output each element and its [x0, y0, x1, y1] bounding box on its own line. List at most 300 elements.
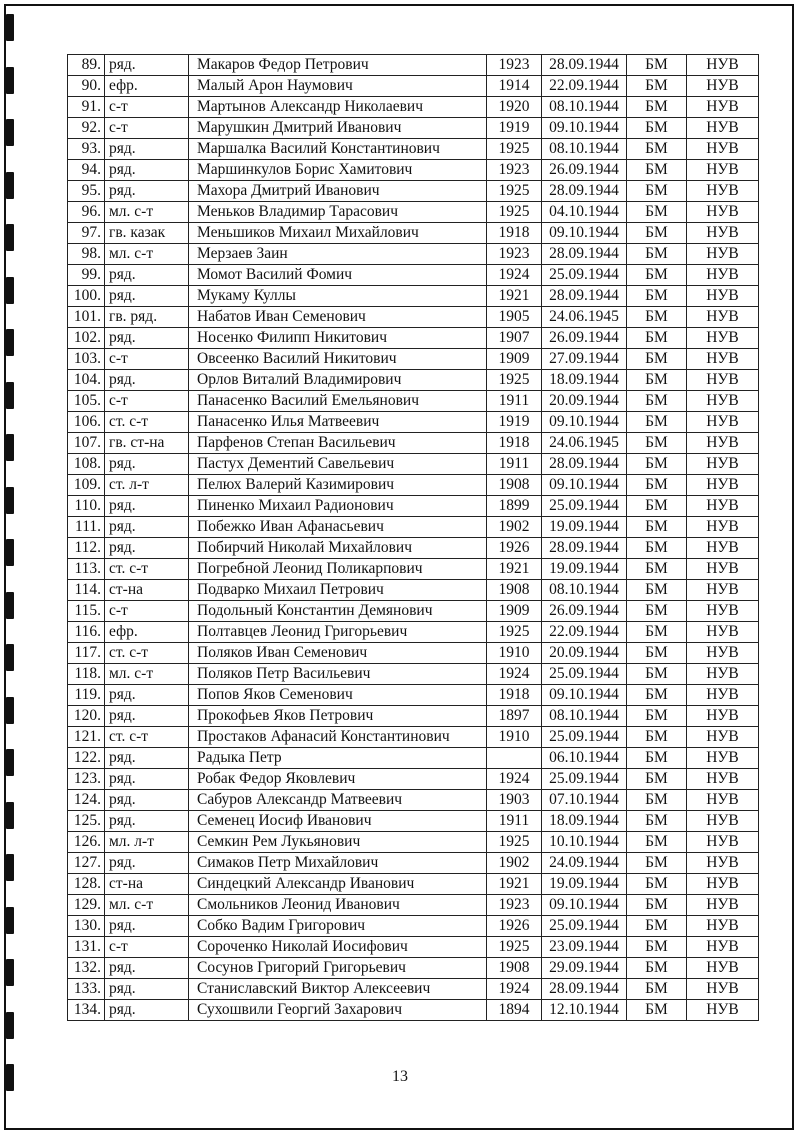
page-number: 13: [392, 1068, 408, 1085]
birth-year-cell: 1894: [487, 1000, 542, 1021]
source-cell: НУВ: [687, 307, 759, 328]
name-cell: Орлов Виталий Владимирович: [189, 370, 487, 391]
birth-year-cell: 1923: [487, 895, 542, 916]
date-cell: 28.09.1944: [542, 55, 627, 76]
table-row: [68, 244, 759, 265]
table-row: [68, 811, 759, 832]
status-cell: БМ: [627, 853, 687, 874]
name-cell: Полтавцев Леонид Григорьевич: [189, 622, 487, 643]
row-number: 118.: [68, 664, 105, 685]
rank-cell: ст-на: [105, 580, 189, 601]
rank-cell: с-т: [105, 118, 189, 139]
name-cell: Попов Яков Семенович: [189, 685, 487, 706]
status-cell: БМ: [627, 517, 687, 538]
status-cell: БМ: [627, 349, 687, 370]
source-cell: НУВ: [687, 685, 759, 706]
table-row: [68, 517, 759, 538]
birth-year-cell: 1919: [487, 412, 542, 433]
source-cell: НУВ: [687, 727, 759, 748]
birth-year-cell: 1911: [487, 811, 542, 832]
date-cell: 28.09.1944: [542, 979, 627, 1000]
source-cell: НУВ: [687, 769, 759, 790]
name-cell: Подольный Константин Демянович: [189, 601, 487, 622]
status-cell: БМ: [627, 622, 687, 643]
table-row: [68, 580, 759, 601]
table-row: [68, 601, 759, 622]
status-cell: БМ: [627, 475, 687, 496]
date-cell: 28.09.1944: [542, 181, 627, 202]
status-cell: БМ: [627, 412, 687, 433]
binding-hole: [6, 329, 14, 356]
date-cell: 09.10.1944: [542, 475, 627, 496]
table-row: [68, 55, 759, 76]
binding-hole: [6, 1012, 14, 1039]
status-cell: БМ: [627, 118, 687, 139]
date-cell: 09.10.1944: [542, 412, 627, 433]
source-cell: НУВ: [687, 433, 759, 454]
birth-year-cell: 1923: [487, 55, 542, 76]
birth-year-cell: 1909: [487, 349, 542, 370]
binding-hole: [6, 224, 14, 251]
date-cell: 09.10.1944: [542, 118, 627, 139]
row-number: 114.: [68, 580, 105, 601]
birth-year-cell: 1899: [487, 496, 542, 517]
rank-cell: ряд.: [105, 538, 189, 559]
binding-hole: [6, 119, 14, 146]
birth-year-cell: 1923: [487, 244, 542, 265]
date-cell: 28.09.1944: [542, 286, 627, 307]
row-number: 128.: [68, 874, 105, 895]
rank-cell: ефр.: [105, 622, 189, 643]
rank-cell: гв. ст-на: [105, 433, 189, 454]
date-cell: 22.09.1944: [542, 76, 627, 97]
row-number: 105.: [68, 391, 105, 412]
birth-year-cell: 1908: [487, 580, 542, 601]
date-cell: 25.09.1944: [542, 769, 627, 790]
name-cell: Симаков Петр Михайлович: [189, 853, 487, 874]
date-cell: 26.09.1944: [542, 160, 627, 181]
name-cell: Меньшиков Михаил Михайлович: [189, 223, 487, 244]
rank-cell: мл. с-т: [105, 664, 189, 685]
source-cell: НУВ: [687, 517, 759, 538]
name-cell: Поляков Петр Васильевич: [189, 664, 487, 685]
casualty-table: [67, 54, 759, 1021]
name-cell: Маршалка Василий Константинович: [189, 139, 487, 160]
date-cell: 20.09.1944: [542, 643, 627, 664]
status-cell: БМ: [627, 97, 687, 118]
source-cell: НУВ: [687, 790, 759, 811]
binding-hole: [6, 434, 14, 461]
binding-hole: [6, 802, 14, 829]
row-number: 96.: [68, 202, 105, 223]
status-cell: БМ: [627, 433, 687, 454]
table-row: [68, 286, 759, 307]
row-number: 95.: [68, 181, 105, 202]
rank-cell: ряд.: [105, 328, 189, 349]
table-row: [68, 706, 759, 727]
rank-cell: гв. ряд.: [105, 307, 189, 328]
rank-cell: мл. с-т: [105, 244, 189, 265]
status-cell: БМ: [627, 454, 687, 475]
name-cell: Простаков Афанасий Константинович: [189, 727, 487, 748]
name-cell: Сосунов Григорий Григорьевич: [189, 958, 487, 979]
status-cell: БМ: [627, 580, 687, 601]
name-cell: Синдецкий Александр Иванович: [189, 874, 487, 895]
row-number: 120.: [68, 706, 105, 727]
rank-cell: с-т: [105, 349, 189, 370]
name-cell: Подварко Михаил Петрович: [189, 580, 487, 601]
rank-cell: ст. с-т: [105, 559, 189, 580]
name-cell: Пелюх Валерий Казимирович: [189, 475, 487, 496]
row-number: 100.: [68, 286, 105, 307]
date-cell: 08.10.1944: [542, 706, 627, 727]
table-row: [68, 412, 759, 433]
row-number: 103.: [68, 349, 105, 370]
date-cell: 28.09.1944: [542, 454, 627, 475]
row-number: 110.: [68, 496, 105, 517]
birth-year-cell: 1910: [487, 727, 542, 748]
birth-year-cell: 1907: [487, 328, 542, 349]
status-cell: БМ: [627, 559, 687, 580]
status-cell: БМ: [627, 685, 687, 706]
row-number: 108.: [68, 454, 105, 475]
status-cell: БМ: [627, 202, 687, 223]
source-cell: НУВ: [687, 76, 759, 97]
row-number: 89.: [68, 55, 105, 76]
status-cell: БМ: [627, 748, 687, 769]
row-number: 116.: [68, 622, 105, 643]
source-cell: НУВ: [687, 496, 759, 517]
date-cell: 07.10.1944: [542, 790, 627, 811]
name-cell: Панасенко Василий Емельянович: [189, 391, 487, 412]
birth-year-cell: 1902: [487, 853, 542, 874]
birth-year-cell: 1909: [487, 601, 542, 622]
rank-cell: с-т: [105, 601, 189, 622]
source-cell: НУВ: [687, 958, 759, 979]
name-cell: Макаров Федор Петрович: [189, 55, 487, 76]
name-cell: Прокофьев Яков Петрович: [189, 706, 487, 727]
rank-cell: ряд.: [105, 496, 189, 517]
birth-year-cell: 1921: [487, 874, 542, 895]
table-row: [68, 223, 759, 244]
status-cell: БМ: [627, 916, 687, 937]
date-cell: 24.06.1945: [542, 433, 627, 454]
table-row: [68, 853, 759, 874]
source-cell: НУВ: [687, 748, 759, 769]
birth-year-cell: 1925: [487, 937, 542, 958]
row-number: 127.: [68, 853, 105, 874]
birth-year-cell: 1897: [487, 706, 542, 727]
row-number: 106.: [68, 412, 105, 433]
binding-hole: [6, 644, 14, 671]
table-row: [68, 139, 759, 160]
rank-cell: ст. с-т: [105, 412, 189, 433]
source-cell: НУВ: [687, 916, 759, 937]
row-number: 98.: [68, 244, 105, 265]
status-cell: БМ: [627, 769, 687, 790]
source-cell: НУВ: [687, 265, 759, 286]
name-cell: Махора Дмитрий Иванович: [189, 181, 487, 202]
name-cell: Радыка Петр: [189, 748, 487, 769]
birth-year-cell: 1911: [487, 454, 542, 475]
binding-hole: [6, 172, 14, 199]
rank-cell: мл. с-т: [105, 895, 189, 916]
date-cell: 04.10.1944: [542, 202, 627, 223]
row-number: 93.: [68, 139, 105, 160]
binding-hole: [6, 539, 14, 566]
name-cell: Маршинкулов Борис Хамитович: [189, 160, 487, 181]
birth-year-cell: 1925: [487, 202, 542, 223]
date-cell: 27.09.1944: [542, 349, 627, 370]
table-row: [68, 958, 759, 979]
table-row: [68, 622, 759, 643]
row-number: 126.: [68, 832, 105, 853]
birth-year-cell: 1926: [487, 916, 542, 937]
source-cell: НУВ: [687, 223, 759, 244]
date-cell: 25.09.1944: [542, 916, 627, 937]
date-cell: 25.09.1944: [542, 265, 627, 286]
rank-cell: ряд.: [105, 1000, 189, 1021]
row-number: 102.: [68, 328, 105, 349]
date-cell: 19.09.1944: [542, 559, 627, 580]
table-row: [68, 685, 759, 706]
row-number: 130.: [68, 916, 105, 937]
table-row: [68, 1000, 759, 1021]
rank-cell: ряд.: [105, 706, 189, 727]
binding-holes: [6, 14, 18, 1114]
name-cell: Семенец Иосиф Иванович: [189, 811, 487, 832]
rank-cell: ряд.: [105, 55, 189, 76]
table-row: [68, 370, 759, 391]
table-row: [68, 769, 759, 790]
birth-year-cell: 1921: [487, 286, 542, 307]
name-cell: Овсеенко Василий Никитович: [189, 349, 487, 370]
status-cell: БМ: [627, 181, 687, 202]
birth-year-cell: 1924: [487, 979, 542, 1000]
name-cell: Носенко Филипп Никитович: [189, 328, 487, 349]
source-cell: НУВ: [687, 664, 759, 685]
row-number: 101.: [68, 307, 105, 328]
binding-hole: [6, 697, 14, 724]
table-row: [68, 433, 759, 454]
name-cell: Побирчий Николай Михайлович: [189, 538, 487, 559]
rank-cell: гв. казак: [105, 223, 189, 244]
rank-cell: с-т: [105, 97, 189, 118]
table-row: [68, 496, 759, 517]
date-cell: 26.09.1944: [542, 328, 627, 349]
date-cell: 08.10.1944: [542, 580, 627, 601]
row-number: 123.: [68, 769, 105, 790]
date-cell: 09.10.1944: [542, 685, 627, 706]
row-number: 131.: [68, 937, 105, 958]
date-cell: 08.10.1944: [542, 97, 627, 118]
binding-hole: [6, 277, 14, 304]
birth-year-cell: 1925: [487, 370, 542, 391]
table-row: [68, 160, 759, 181]
birth-year-cell: 1914: [487, 76, 542, 97]
birth-year-cell: 1924: [487, 664, 542, 685]
birth-year-cell: 1908: [487, 475, 542, 496]
row-number: 112.: [68, 538, 105, 559]
birth-year-cell: 1921: [487, 559, 542, 580]
date-cell: 22.09.1944: [542, 622, 627, 643]
birth-year-cell: 1924: [487, 265, 542, 286]
table-row: [68, 328, 759, 349]
status-cell: БМ: [627, 727, 687, 748]
row-number: 125.: [68, 811, 105, 832]
name-cell: Мерзаев Заин: [189, 244, 487, 265]
source-cell: НУВ: [687, 118, 759, 139]
rank-cell: ст. с-т: [105, 727, 189, 748]
status-cell: БМ: [627, 76, 687, 97]
rank-cell: ряд.: [105, 916, 189, 937]
binding-hole: [6, 14, 14, 41]
status-cell: БМ: [627, 265, 687, 286]
name-cell: Набатов Иван Семенович: [189, 307, 487, 328]
row-number: 122.: [68, 748, 105, 769]
source-cell: НУВ: [687, 139, 759, 160]
name-cell: Малый Арон Наумович: [189, 76, 487, 97]
date-cell: 12.10.1944: [542, 1000, 627, 1021]
rank-cell: с-т: [105, 937, 189, 958]
row-number: 124.: [68, 790, 105, 811]
row-number: 119.: [68, 685, 105, 706]
source-cell: НУВ: [687, 475, 759, 496]
name-cell: Пиненко Михаил Радионович: [189, 496, 487, 517]
table-row: [68, 748, 759, 769]
rank-cell: ряд.: [105, 370, 189, 391]
source-cell: НУВ: [687, 580, 759, 601]
birth-year-cell: 1903: [487, 790, 542, 811]
row-number: 97.: [68, 223, 105, 244]
name-cell: Сороченко Николай Иосифович: [189, 937, 487, 958]
row-number: 92.: [68, 118, 105, 139]
source-cell: НУВ: [687, 97, 759, 118]
source-cell: НУВ: [687, 181, 759, 202]
status-cell: БМ: [627, 874, 687, 895]
birth-year-cell: 1908: [487, 958, 542, 979]
name-cell: Собко Вадим Григорович: [189, 916, 487, 937]
birth-year-cell: 1925: [487, 622, 542, 643]
source-cell: НУВ: [687, 832, 759, 853]
row-number: 113.: [68, 559, 105, 580]
status-cell: БМ: [627, 811, 687, 832]
rank-cell: ряд.: [105, 769, 189, 790]
source-cell: НУВ: [687, 811, 759, 832]
rank-cell: ряд.: [105, 958, 189, 979]
row-number: 132.: [68, 958, 105, 979]
source-cell: НУВ: [687, 160, 759, 181]
birth-year-cell: 1918: [487, 433, 542, 454]
source-cell: НУВ: [687, 454, 759, 475]
table-row: [68, 307, 759, 328]
birth-year-cell: 1920: [487, 97, 542, 118]
row-number: 94.: [68, 160, 105, 181]
source-cell: НУВ: [687, 853, 759, 874]
status-cell: БМ: [627, 979, 687, 1000]
row-number: 117.: [68, 643, 105, 664]
birth-year-cell: 1924: [487, 769, 542, 790]
status-cell: БМ: [627, 643, 687, 664]
table-row: [68, 349, 759, 370]
binding-hole: [6, 592, 14, 619]
source-cell: НУВ: [687, 874, 759, 895]
rank-cell: ряд.: [105, 265, 189, 286]
birth-year-cell: 1925: [487, 139, 542, 160]
birth-year-cell: 1902: [487, 517, 542, 538]
date-cell: 06.10.1944: [542, 748, 627, 769]
birth-year-cell: [487, 748, 542, 769]
table-body: [68, 55, 759, 1021]
birth-year-cell: 1905: [487, 307, 542, 328]
rank-cell: ряд.: [105, 685, 189, 706]
source-cell: НУВ: [687, 559, 759, 580]
status-cell: БМ: [627, 832, 687, 853]
date-cell: 09.10.1944: [542, 895, 627, 916]
rank-cell: ряд.: [105, 853, 189, 874]
table-row: [68, 265, 759, 286]
source-cell: НУВ: [687, 601, 759, 622]
date-cell: 20.09.1944: [542, 391, 627, 412]
name-cell: Сухошвили Георгий Захарович: [189, 1000, 487, 1021]
table-row: [68, 202, 759, 223]
row-number: 133.: [68, 979, 105, 1000]
status-cell: БМ: [627, 139, 687, 160]
name-cell: Парфенов Степан Васильевич: [189, 433, 487, 454]
row-number: 134.: [68, 1000, 105, 1021]
rank-cell: ряд.: [105, 181, 189, 202]
source-cell: НУВ: [687, 937, 759, 958]
status-cell: БМ: [627, 223, 687, 244]
status-cell: БМ: [627, 937, 687, 958]
status-cell: БМ: [627, 328, 687, 349]
status-cell: БМ: [627, 706, 687, 727]
status-cell: БМ: [627, 370, 687, 391]
name-cell: Побежко Иван Афанасьевич: [189, 517, 487, 538]
name-cell: Меньков Владимир Тарасович: [189, 202, 487, 223]
date-cell: 23.09.1944: [542, 937, 627, 958]
rank-cell: ряд.: [105, 286, 189, 307]
table-row: [68, 832, 759, 853]
binding-hole: [6, 854, 14, 881]
birth-year-cell: 1911: [487, 391, 542, 412]
date-cell: 28.09.1944: [542, 538, 627, 559]
rank-cell: ст. с-т: [105, 643, 189, 664]
rank-cell: ефр.: [105, 76, 189, 97]
date-cell: 08.10.1944: [542, 139, 627, 160]
name-cell: Мартынов Александр Николаевич: [189, 97, 487, 118]
birth-year-cell: 1925: [487, 832, 542, 853]
source-cell: НУВ: [687, 370, 759, 391]
date-cell: 25.09.1944: [542, 664, 627, 685]
date-cell: 10.10.1944: [542, 832, 627, 853]
birth-year-cell: 1919: [487, 118, 542, 139]
binding-hole: [6, 382, 14, 409]
source-cell: НУВ: [687, 391, 759, 412]
date-cell: 19.09.1944: [542, 874, 627, 895]
date-cell: 24.09.1944: [542, 853, 627, 874]
table-row: [68, 538, 759, 559]
name-cell: Панасенко Илья Матвеевич: [189, 412, 487, 433]
source-cell: НУВ: [687, 286, 759, 307]
source-cell: НУВ: [687, 706, 759, 727]
table-row: [68, 454, 759, 475]
rank-cell: ряд.: [105, 790, 189, 811]
date-cell: 25.09.1944: [542, 496, 627, 517]
source-cell: НУВ: [687, 538, 759, 559]
rank-cell: ряд.: [105, 979, 189, 1000]
rank-cell: ряд.: [105, 160, 189, 181]
